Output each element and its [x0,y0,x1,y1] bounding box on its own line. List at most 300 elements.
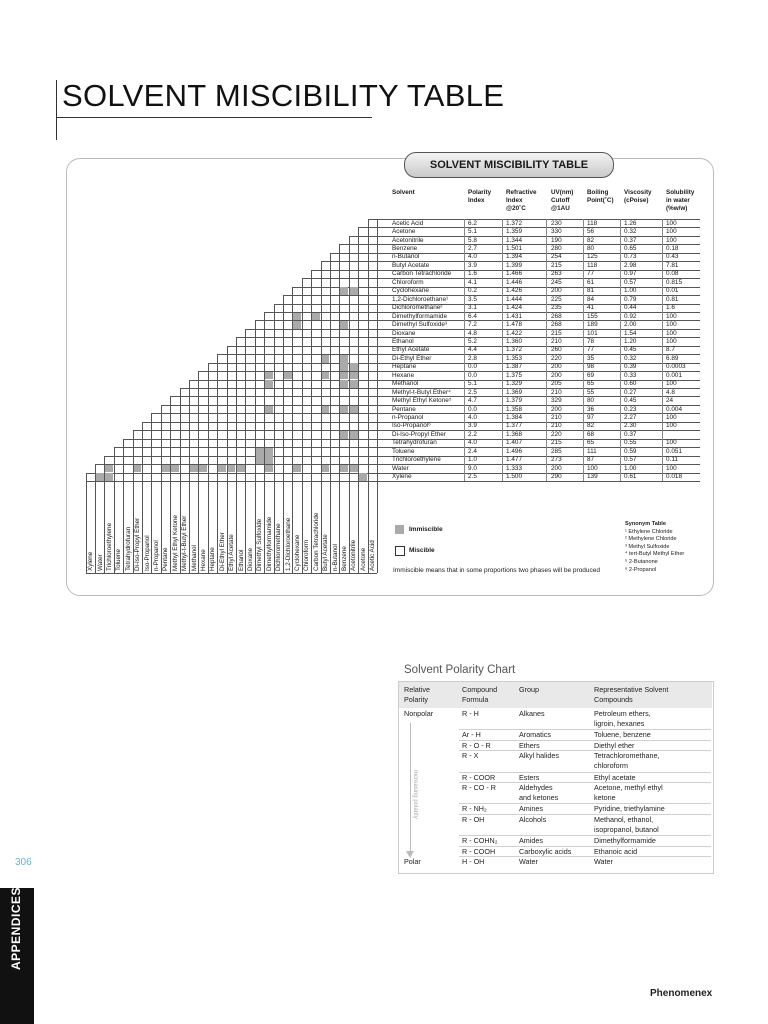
immiscible-cell [339,372,348,380]
grid-row-line [292,287,377,288]
column-label: Dioxane [246,547,254,571]
polarity-group: Amides [519,836,543,846]
synonym-item: ² Methylene Chloride [625,536,677,543]
solvent-name: Acetone [392,228,416,235]
solvent-polarity: 0.2 [468,287,477,295]
column-rule [662,219,663,481]
solvent-uv: 273 [551,456,562,464]
polarity-compounds: Pyridine, triethylamine [594,804,665,814]
solvent-viscosity: 0.92 [624,312,637,320]
column-label: Ethyl Acetate [228,534,236,571]
polarity-rel: Polar [404,857,421,867]
solvent-viscosity: 1.20 [624,337,637,345]
grid-row-line [104,456,377,457]
solvent-viscosity: 1.00 [624,287,637,295]
solvent-viscosity: 0.44 [624,304,637,312]
solvent-viscosity: 0.45 [624,346,637,354]
solvent-solubility: 0.11 [666,456,678,464]
grid-col-line [302,278,303,573]
solvent-name: Heptane [392,363,417,371]
grid-col-line [339,244,340,573]
solvent-viscosity: 0.27 [624,388,637,396]
immiscible-cell [292,313,301,321]
solvent-polarity: 6.2 [468,219,477,227]
solvent-refractive: 1.368 [506,430,522,438]
solvent-boiling: 55 [587,388,595,396]
page-title: SOLVENT MISCIBILITY TABLE [62,78,505,113]
immiscible-cell [321,465,330,473]
solvent-solubility: 0.815 [666,278,682,286]
immiscible-cell [170,465,179,473]
column-label: Dimethyl Sulfoxide [256,518,264,571]
synonym-item: ⁶ 2-Propanol [625,566,657,573]
column-rule [620,219,621,481]
column-label: Acetone [359,547,367,571]
polarity-group: Carboxylic acids [519,846,572,856]
solvent-solubility: 1.6 [666,304,675,312]
table-rule [377,473,700,474]
solvent-polarity: 3.9 [468,261,477,269]
polarity-group: Aldehydes and ketones [519,783,559,803]
immiscible-cell [227,465,236,473]
solvent-name: Di-Ethyl Ether [392,354,432,362]
polarity-formula: H - OH [462,857,485,867]
solvent-polarity: 0.0 [468,363,477,371]
grid-col-line [95,464,96,573]
solvent-name: Ethyl Acetate [392,346,430,354]
immiscible-cell [349,372,358,380]
immiscible-cell [264,372,273,380]
solvent-uv: 285 [551,447,562,455]
synonym-item: ³ Methyl Sulfoxide [625,543,670,550]
solvent-refractive: 1.353 [506,354,522,362]
header-refractive: Refractive Index @20˚C [506,189,537,212]
solvent-viscosity: 0.39 [624,363,637,371]
solvent-viscosity: 0.33 [624,371,637,379]
solvent-uv: 260 [551,346,562,354]
column-label: Heptane [209,547,217,571]
solvent-polarity: 2.8 [468,354,477,362]
immiscible-cell [339,380,348,388]
solvent-viscosity: 0.23 [624,405,637,413]
solvent-name: Hexane [392,371,415,379]
solvent-solubility: 8.7 [666,346,675,354]
solvent-solubility: 0.004 [666,405,682,413]
solvent-viscosity: 0.65 [624,244,637,252]
polarity-compounds: Toluene, benzene [594,730,651,740]
immiscible-cell [321,406,330,414]
polarity-formula: R - H [462,709,479,718]
polarity-header: Representative Solvent Compounds [594,685,669,704]
solvent-name: Chloroform [392,278,424,286]
solvent-uv: 245 [551,278,562,286]
solvent-solubility: 0.08 [666,270,679,278]
solvent-name: Dichloromethane² [392,304,443,312]
immiscible-cell [349,363,358,371]
solvent-name: Cyclohexane [392,287,429,295]
solvent-uv: 200 [551,363,562,371]
solvent-polarity: 4.0 [468,253,477,261]
column-label: Xylene [87,551,95,571]
solvent-viscosity: 0.57 [624,278,637,286]
solvent-uv: 268 [551,321,562,328]
column-label: Acetonitrile [350,539,358,571]
table-rule [377,371,700,372]
solvent-solubility: 24 [666,397,674,405]
solvent-name: Tetrahydrofuran [392,439,437,447]
solvent-viscosity: 0.97 [624,270,637,278]
grid-col-line [189,380,190,573]
solvent-boiling: 61 [587,278,595,286]
solvent-refractive: 1.426 [506,287,522,295]
polarity-compounds: Ethyl acetate [594,772,636,782]
solvent-uv: 215 [551,261,562,269]
solvent-name: Methyl-t-Butyl Ether⁴ [392,388,451,396]
column-label: Hexane [199,549,207,571]
solvent-polarity: 3.5 [468,295,477,303]
solvent-viscosity: 0.37 [624,430,637,438]
solvent-refractive: 1.424 [506,304,522,312]
solvent-polarity: 5.2 [468,337,477,345]
immiscible-cell [349,406,358,414]
table-rule [377,253,700,254]
polarity-group: Alkyl halides [519,751,559,761]
solvent-polarity: 2.4 [468,447,477,455]
polarity-row-rule [459,803,711,804]
solvent-solubility: 100 [666,228,677,235]
immiscible-cell [283,372,292,380]
column-label: n-Propanol [152,540,160,571]
solvent-boiling: 139 [587,473,598,481]
table-rule [377,481,700,482]
solvent-polarity: 7.2 [468,321,477,328]
immiscible-cell [339,431,348,439]
grid-col-line [170,396,171,573]
polarity-row-rule [459,782,711,783]
solvent-name: Dimethylformamide [392,312,448,320]
solvent-polarity: 5.8 [468,236,477,244]
polarity-compounds: Tetrachloromethane, chloroform [594,751,660,771]
grid-col-line [142,422,143,573]
solvent-boiling: 100 [587,464,598,472]
solvent-uv: 210 [551,337,562,345]
column-rule [583,219,584,481]
solvent-boiling: 80 [587,244,595,252]
solvent-uv: 205 [551,380,562,388]
polarity-row-rule [459,750,711,751]
solvent-refractive: 1.372 [506,219,522,227]
solvent-boiling: 84 [587,295,595,303]
solvent-name: Acetic Acid [392,219,424,227]
polarity-group: Ethers [519,740,540,750]
solvent-uv: 330 [551,228,562,235]
solvent-viscosity: 0.55 [624,439,637,447]
polarity-header: Group [519,685,539,694]
solvent-solubility: 100 [666,464,677,472]
solvent-viscosity: 0.60 [624,380,637,388]
immiscible-cell [311,313,320,321]
grid-col-line [151,413,152,573]
polarity-formula: R - COOR [462,772,496,782]
grid-row-line [86,473,377,474]
polarity-compounds: Petroleum ethers, ligroin, hexanes [594,709,651,728]
polarity-row-rule [459,772,711,773]
immiscible-cell [339,287,348,295]
solvent-name: Benzene [392,244,418,252]
polarity-header: Relative Polarity [404,685,430,704]
solvent-solubility: 0.01 [666,287,679,295]
solvent-name: Iso-Propanol⁶ [392,422,431,430]
polarity-row-rule [459,729,711,730]
solvent-name: Water [392,464,409,472]
solvent-uv: 268 [551,312,562,320]
solvent-uv: 200 [551,287,562,295]
solvent-uv: 200 [551,464,562,472]
polarity-formula: R - COOH [462,846,496,856]
polarity-rel: Nonpolar [404,709,434,718]
immiscible-cell [321,355,330,363]
solvent-name: Methyl Ethyl Ketone⁵ [392,397,452,405]
solvent-solubility: 100 [666,329,677,337]
grid-col-line [245,329,246,573]
header-uv: UV(nm) Cutoff @1AU [551,189,574,212]
solvent-boiling: 118 [587,261,598,269]
solvent-uv: 215 [551,329,562,337]
solvent-uv: 329 [551,397,562,405]
immiscible-cell [104,465,113,473]
grid-row-line [142,422,377,423]
grid-col-line [283,295,284,573]
solvent-uv: 220 [551,354,562,362]
column-label: Cyclohexane [293,534,301,571]
solvent-name: 1,2-Dichloroethane¹ [392,295,449,303]
solvent-polarity: 3.1 [468,304,477,312]
polarity-group: Alkanes [519,709,545,718]
solvent-solubility: 100 [666,380,677,388]
solvent-solubility: 7.81 [666,261,679,269]
synonym-item: ⁵ 2-Butanone [625,558,658,565]
solvent-polarity: 0.0 [468,405,477,413]
column-label: Acetic Acid [369,540,377,571]
polarity-row-rule [459,740,711,741]
solvent-viscosity: 0.37 [624,236,637,244]
solvent-solubility: 6.89 [666,354,679,362]
polarity-arrow-label: Increasing polarity [412,770,418,819]
immiscible-cell [104,473,113,481]
solvent-boiling: 80 [587,397,595,405]
solvent-boiling: 36 [587,405,595,413]
column-label: Methyl-t-Butyl Ether [181,515,189,571]
solvent-uv: 210 [551,414,562,421]
solvent-solubility: 100 [666,321,677,328]
column-label: Iso-Propanol [143,535,151,571]
grid-col-line [358,227,359,573]
polarity-compounds: Water [594,857,613,867]
solvent-name: Toluene [392,447,415,455]
table-rule [377,236,700,237]
immiscible-cell [349,431,358,439]
column-label: Chloroform [303,539,311,571]
solvent-boiling: 68 [587,430,595,438]
solvent-refractive: 1.500 [506,473,522,481]
solvent-polarity: 1.6 [468,270,477,278]
grid-col-line [349,236,350,573]
title-rule-vertical [56,80,57,140]
solvent-uv: 220 [551,430,562,438]
polarity-compounds: Dimethylformamide [594,836,656,846]
solvent-uv: 190 [551,236,562,244]
solvent-uv: 263 [551,270,562,278]
table-rule [377,447,700,448]
immiscible-cell [339,355,348,363]
solvent-solubility: 100 [666,236,677,244]
solvent-name: Di-Iso-Propyl Ether [392,430,446,438]
grid-col-line [264,312,265,573]
column-label: Di-Ethyl Ether [218,532,226,571]
solvent-refractive: 1.399 [506,261,522,269]
solvent-solubility: 0.018 [666,473,682,481]
solvent-boiling: 98 [587,363,595,371]
solvent-name: Xylene [392,473,412,481]
solvent-refractive: 1.384 [506,414,522,421]
immiscible-cell [321,372,330,380]
immiscible-cell [358,473,367,481]
immiscible-cell [292,321,301,329]
solvent-boiling: 81 [587,287,595,295]
header-boiling: Boiling Point(˚C) [587,189,614,204]
column-label: Butyl Acetate [322,534,330,571]
polarity-compounds: Acetone, methyl ethyl ketone [594,783,663,803]
grid-row-line [180,388,377,389]
solvent-solubility: 100 [666,414,677,421]
solvent-viscosity: 0.32 [624,354,637,362]
polarity-formula: R - O - R [462,740,491,750]
immiscible-cell [264,465,273,473]
solvent-name: Butyl Acetate [392,261,430,269]
column-label: Tetrahydrofuran [124,526,132,571]
solvent-boiling: 77 [587,346,595,354]
polarity-row-rule [459,856,711,857]
immiscible-cell [339,406,348,414]
solvent-solubility: 100 [666,337,677,345]
solvent-uv: 280 [551,244,562,252]
solvent-boiling: 56 [587,228,595,235]
column-rule [502,219,503,481]
column-label: Carbon Tetrachloride [312,512,320,571]
solvent-refractive: 1.333 [506,464,522,472]
solvent-solubility: 100 [666,422,677,430]
grid-row-line [217,354,377,355]
solvent-uv: 230 [551,219,562,227]
solvent-refractive: 1.496 [506,447,522,455]
solvent-name: Dioxane [392,329,416,337]
grid-col-line [292,287,293,573]
solvent-boiling: 155 [587,312,598,320]
solvent-viscosity: 0.32 [624,228,637,235]
column-label: Water [96,554,104,571]
column-label: 1,2-Dichloroethane [284,517,292,571]
column-rule [546,219,547,481]
solvent-polarity: 3.9 [468,422,477,430]
immiscible-cell [264,406,273,414]
polarity-group: Esters [519,772,540,782]
solvent-solubility: 100 [666,312,677,320]
solvent-polarity: 1.0 [468,456,477,464]
grid-row-line [86,481,377,482]
immiscible-cell [292,465,301,473]
grid-col-line [236,337,237,573]
solvent-refractive: 1.431 [506,312,522,320]
column-label: Di-Iso-Propyl Ether [134,517,142,571]
solvent-refractive: 1.359 [506,228,522,235]
grid-bottom-line [86,573,377,574]
immiscible-cell [339,363,348,371]
solvent-refractive: 1.422 [506,329,522,337]
polarity-group: Alcohols [519,815,547,824]
column-label: Pentane [162,547,170,571]
arrow-down-icon [406,851,414,858]
solvent-refractive: 1.329 [506,380,522,388]
grid-col-line [377,219,378,573]
immiscible-cell [339,465,348,473]
polarity-group: Aromatics [519,730,551,740]
solvent-boiling: 65 [587,380,595,388]
immiscible-cell [255,456,264,464]
solvent-viscosity: 0.61 [624,473,637,481]
solvent-polarity: 4.1 [468,278,477,286]
grid-row-line [368,219,377,220]
solvent-refractive: 1.394 [506,253,522,261]
table-rule [377,380,700,381]
solvent-boiling: 77 [587,270,595,278]
polarity-row-rule [459,814,711,815]
table-rule [377,329,700,330]
solvent-polarity: 6.4 [468,312,477,320]
column-label: n-Butanol [331,544,339,571]
solvent-solubility: 0.43 [666,253,679,261]
grid-col-line [208,363,209,573]
solvent-uv: 210 [551,388,562,396]
polarity-chart-title: Solvent Polarity Chart [404,664,516,676]
solvent-uv: 200 [551,371,562,379]
solvent-viscosity: 0.45 [624,397,637,405]
polarity-row-rule [459,846,711,847]
grid-col-line [123,439,124,573]
immiscible-cell [217,465,226,473]
miscibility-table-header: SOLVENT MISCIBILITY TABLE [404,152,614,178]
column-label: Benzene [340,546,348,571]
solvent-solubility: 0.051 [666,447,682,455]
solvent-polarity: 4.8 [468,329,477,337]
solvent-name: Dimethyl Sulfoxide³ [392,321,448,328]
solvent-solubility: 100 [666,219,677,227]
solvent-boiling: 41 [587,304,595,312]
solvent-name: n-Butanol [392,253,420,261]
solvent-uv: 215 [551,439,562,447]
solvent-viscosity: 0.59 [624,447,637,455]
solvent-boiling: 189 [587,321,598,328]
synonym-item: ⁴ tert-Butyl Methyl Ether [625,551,685,558]
solvent-boiling: 97 [587,414,595,421]
solvent-boiling: 82 [587,422,595,430]
solvent-viscosity: 1.00 [624,464,637,472]
legend-immiscible: Immiscible [409,526,443,533]
synonym-title: Synonym Table [625,521,666,527]
polarity-header: Compound Formula [462,685,498,704]
immiscible-cell [255,448,264,456]
solvent-viscosity: 1.54 [624,329,637,337]
solvent-uv: 254 [551,253,562,261]
